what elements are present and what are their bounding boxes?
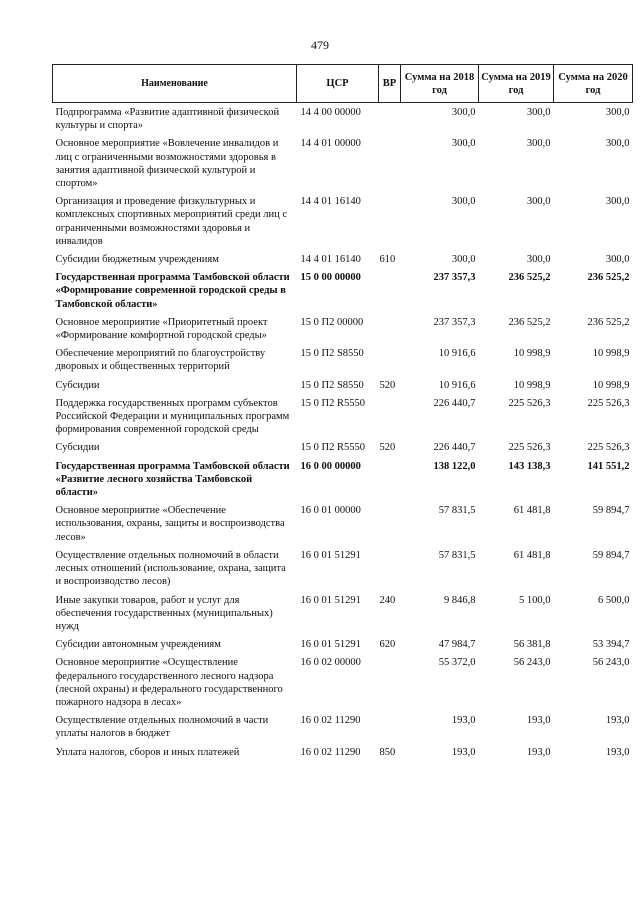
- row-vr: [379, 195, 401, 253]
- row-sum-2018: 138 122,0: [433, 460, 476, 472]
- table-row: [53, 460, 633, 505]
- row-name: Субсидии бюджетным учреждениям: [55, 254, 219, 266]
- table-row: [53, 549, 633, 594]
- row-sum-2018: 300,0: [451, 254, 476, 266]
- table-row: [53, 347, 633, 378]
- table-row: [53, 504, 633, 549]
- row-name: Уплата налогов, сборов и иных платежей: [55, 746, 240, 758]
- table-row: [53, 379, 633, 397]
- table-row: [53, 271, 633, 316]
- row-sum-2019: 5 100,0: [519, 594, 551, 606]
- row-vr: [379, 137, 401, 195]
- table-row: [53, 103, 633, 138]
- row-csr: 16 0 01 00000: [300, 505, 361, 517]
- row-vr: [379, 460, 401, 505]
- table-row: [53, 714, 633, 745]
- row-sum-2019: 300,0: [526, 107, 551, 118]
- row-sum-2020: 300,0: [605, 254, 630, 266]
- row-name: Иные закупки товаров, работ и услуг для обеспечения государственных (муниципальных) нужд: [55, 594, 273, 632]
- row-sum-2018: 47 984,7: [438, 639, 476, 651]
- row-csr: 14 4 01 16140: [300, 254, 361, 266]
- row-name: Осуществление отдельных полномочий в части уплаты налогов в бюджет: [55, 715, 269, 740]
- row-sum-2018: 226 440,7: [433, 397, 476, 409]
- row-csr: 14 4 01 00000: [300, 138, 361, 150]
- row-sum-2019: 56 243,0: [513, 657, 551, 669]
- row-sum-2020: 236 525,2: [587, 272, 630, 284]
- row-sum-2019: 236 525,2: [508, 316, 551, 328]
- row-sum-2019: 143 138,3: [508, 460, 551, 472]
- row-sum-2018: 193,0: [451, 746, 476, 758]
- row-sum-2019: 193,0: [526, 715, 551, 727]
- row-sum-2020: 10 998,9: [592, 348, 630, 360]
- row-csr: 15 0 П2 R5550: [300, 397, 365, 409]
- header-csr: ЦСР: [297, 65, 379, 103]
- row-csr: 15 0 П2 R5550: [300, 442, 365, 454]
- row-name: Государственная программа Тамбовской области «Развитие лесного хозяйства Тамбовской области»: [55, 460, 290, 499]
- row-vr: [379, 347, 401, 378]
- header-sum-2018: Сумма на 2018 год: [401, 65, 479, 103]
- row-vr: 610: [379, 254, 396, 266]
- row-sum-2020: 59 894,7: [592, 505, 630, 517]
- row-sum-2020: 300,0: [605, 107, 630, 118]
- table-row: [53, 316, 633, 347]
- row-csr: 15 0 П2 S8550: [300, 348, 364, 360]
- row-sum-2020: 236 525,2: [587, 316, 630, 328]
- row-sum-2018: 10 916,6: [438, 348, 476, 360]
- row-name: Основное мероприятие «Вовлечение инвалидов и лиц с ограниченными возможностями здоровья в занятия адаптивной физической культурой и спортом»: [55, 138, 279, 190]
- table-row: [53, 253, 633, 271]
- row-vr: [379, 656, 401, 714]
- table-row: [53, 656, 633, 714]
- header-vr: ВР: [379, 65, 401, 103]
- row-vr: 520: [379, 442, 396, 454]
- row-sum-2018: 237 357,3: [433, 316, 476, 328]
- row-name: Осуществление отдельных полномочий в области лесных отношений (использование, охрана, защита и воспроизводство лесов): [55, 549, 286, 588]
- row-sum-2019: 56 381,8: [513, 639, 551, 651]
- row-vr: 240: [379, 594, 396, 606]
- row-csr: 15 0 П2 00000: [300, 316, 364, 328]
- row-name: Государственная программа Тамбовской области «Формирование современной городской среды в Тамбовской области»: [55, 272, 290, 310]
- row-sum-2018: 193,0: [451, 715, 476, 727]
- row-sum-2019: 10 998,9: [513, 348, 551, 360]
- row-name: Основное мероприятие «Осуществление федерального государственного лесного надзора (лесной охраны) и федерального государственного пожарного надзора в лесах»: [55, 657, 283, 708]
- row-sum-2019: 61 481,8: [513, 505, 551, 517]
- row-csr: 16 0 02 11290: [300, 746, 361, 758]
- row-sum-2018: 300,0: [451, 138, 476, 150]
- row-name: Подпрограмма «Развитие адаптивной физической культуры и спорта»: [55, 107, 280, 132]
- row-sum-2020: 6 500,0: [598, 594, 630, 606]
- row-vr: [379, 316, 401, 347]
- table-row: [53, 746, 633, 764]
- row-name: Основное мероприятие «Приоритетный проект «Формирование комфортной городской среды»: [55, 316, 268, 342]
- row-name: Организация и проведение физкультурных и комплексных спортивных мероприятий среди лиц с ограниченными возможностями здоровья и инвалидов: [55, 196, 288, 247]
- row-csr: 14 4 01 16140: [300, 196, 361, 208]
- table-row: [53, 594, 633, 639]
- row-sum-2019: 225 526,3: [508, 442, 551, 454]
- row-name: Субсидии автономным учреждениям: [55, 639, 221, 651]
- table-row: [53, 195, 633, 253]
- row-sum-2019: 236 525,2: [508, 272, 551, 284]
- row-sum-2020: 225 526,3: [587, 442, 630, 454]
- table-body: [53, 103, 633, 764]
- row-sum-2019: 10 998,9: [513, 379, 551, 391]
- row-name: Субсидии: [55, 442, 100, 454]
- row-sum-2018: 300,0: [451, 196, 476, 208]
- row-sum-2020: 193,0: [605, 746, 630, 758]
- row-vr: [379, 714, 401, 745]
- row-sum-2019: 225 526,3: [508, 397, 551, 409]
- row-sum-2020: 300,0: [605, 196, 630, 208]
- row-sum-2020: 193,0: [605, 715, 630, 727]
- row-csr: 16 0 02 00000: [300, 657, 361, 669]
- row-csr: 16 0 00 00000: [300, 460, 361, 472]
- header-sum-2020: Сумма на 2020 год: [554, 65, 633, 103]
- row-csr: 15 0 П2 S8550: [300, 379, 364, 391]
- row-name: Поддержка государственных программ субъектов Российской Федерации и муниципальных программ формирования современной городской среды: [55, 397, 290, 436]
- row-vr: 850: [379, 746, 396, 758]
- row-name: Субсидии: [55, 379, 100, 391]
- row-sum-2020: 59 894,7: [592, 549, 630, 561]
- row-sum-2018: 55 372,0: [438, 657, 476, 669]
- row-sum-2018: 57 831,5: [438, 505, 476, 517]
- table-row: [53, 441, 633, 459]
- row-sum-2020: 225 526,3: [587, 397, 630, 409]
- row-sum-2018: 226 440,7: [433, 442, 476, 454]
- row-vr: 620: [379, 639, 396, 651]
- header-name: Наименование: [53, 65, 297, 103]
- row-csr: 16 0 01 51291: [300, 639, 361, 651]
- row-csr: 16 0 01 51291: [300, 549, 361, 561]
- table-row: [53, 137, 633, 195]
- table-row: [53, 638, 633, 656]
- row-sum-2020: 300,0: [605, 138, 630, 150]
- row-sum-2020: 53 394,7: [592, 639, 630, 651]
- row-sum-2019: 193,0: [526, 746, 551, 758]
- row-csr: 15 0 00 00000: [300, 272, 361, 284]
- budget-table: [52, 64, 633, 764]
- row-sum-2019: 300,0: [526, 138, 551, 150]
- row-sum-2018: 10 916,6: [438, 379, 476, 391]
- row-vr: [379, 271, 401, 316]
- row-vr: [379, 549, 401, 594]
- row-vr: [379, 504, 401, 549]
- row-name: Основное мероприятие «Обеспечение использования, охраны, защиты и воспроизводства лесов»: [55, 505, 285, 543]
- row-vr: 520: [379, 379, 396, 391]
- row-sum-2020: 56 243,0: [592, 657, 630, 669]
- header-sum-2019: Сумма на 2019 год: [479, 65, 554, 103]
- table-row: [53, 397, 633, 442]
- row-sum-2019: 300,0: [526, 254, 551, 266]
- row-vr: [379, 103, 401, 138]
- row-sum-2018: 9 846,8: [444, 594, 476, 606]
- row-sum-2018: 300,0: [451, 107, 476, 118]
- row-sum-2019: 61 481,8: [513, 549, 551, 561]
- row-csr: 16 0 01 51291: [300, 594, 361, 606]
- row-csr: 16 0 02 11290: [300, 715, 361, 727]
- table-header: [53, 65, 633, 103]
- row-sum-2018: 237 357,3: [433, 272, 476, 284]
- row-name: Обеспечение мероприятий по благоустройству дворовых и общественных территорий: [55, 348, 266, 373]
- row-sum-2018: 57 831,5: [438, 549, 476, 561]
- row-sum-2019: 300,0: [526, 196, 551, 208]
- row-vr: [379, 397, 401, 442]
- row-sum-2020: 10 998,9: [592, 379, 630, 391]
- row-csr: 14 4 00 00000: [300, 107, 361, 118]
- row-sum-2020: 141 551,2: [587, 460, 630, 472]
- page-number: 479: [311, 38, 329, 52]
